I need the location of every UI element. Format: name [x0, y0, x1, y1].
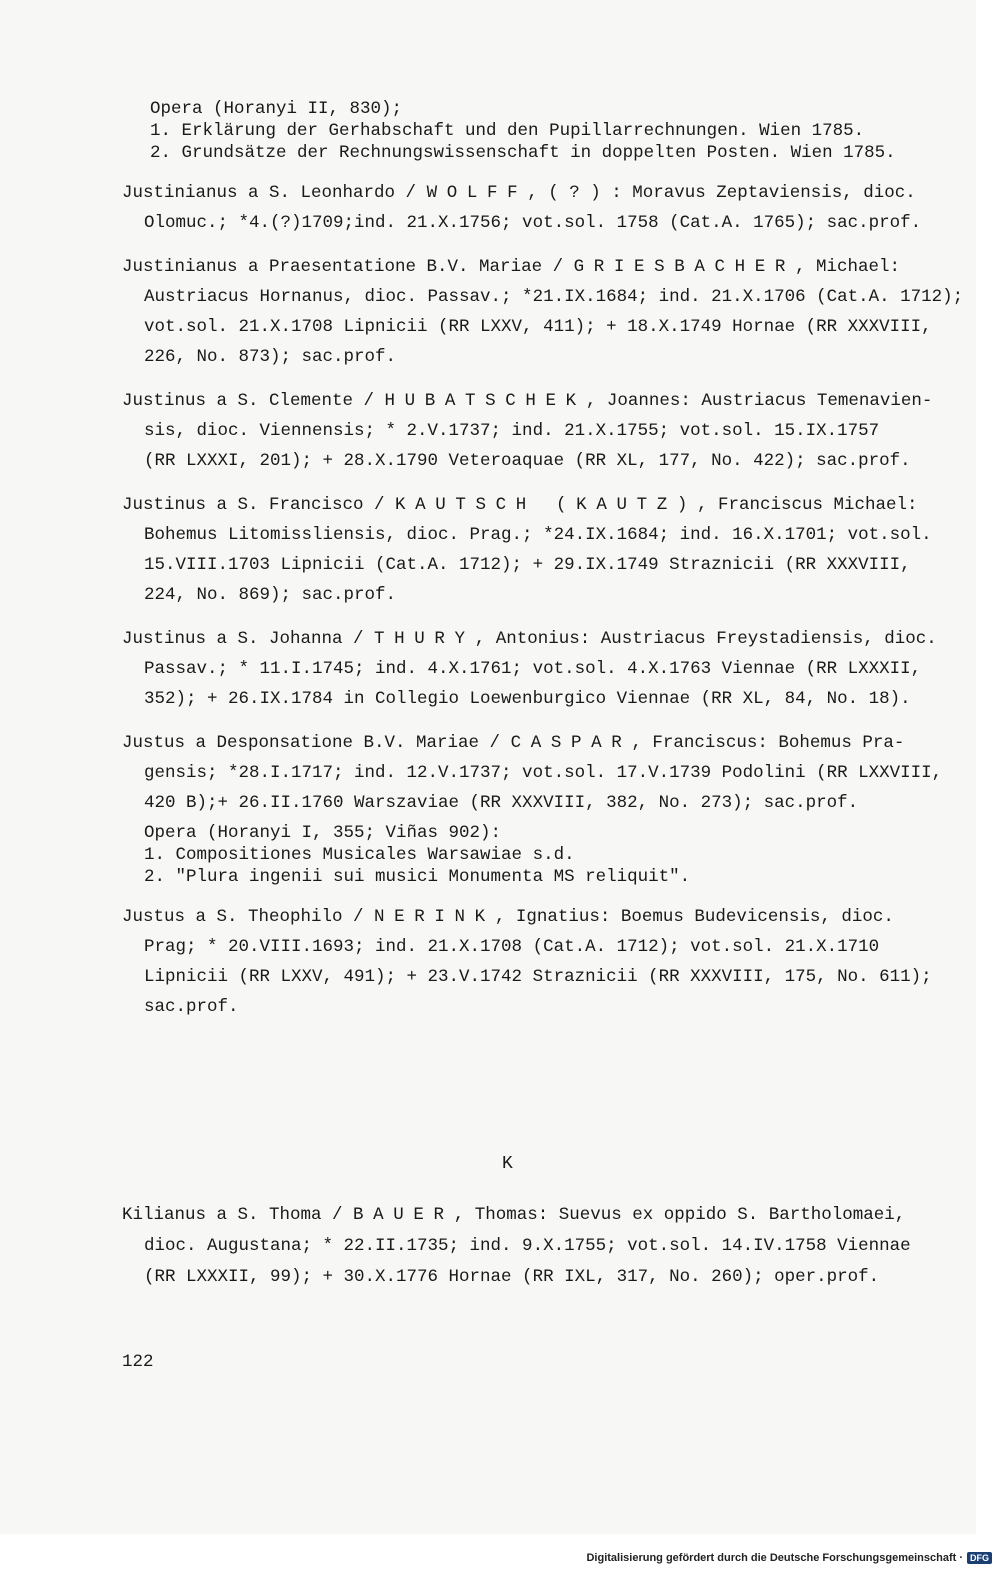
entry-line: [122, 550, 932, 580]
entry-text: Bohemus Litomissliensis, dioc. Prag.; *24.IX.1684; ind. 16.X.1701; vot.sol.: [144, 525, 932, 545]
entry-line: [122, 252, 932, 282]
entry-line: [122, 490, 932, 520]
section-letter: K: [502, 1154, 513, 1174]
entry-text: , ( ? ) : Moravus Zeptaviensis, dioc.: [527, 183, 916, 203]
entry-line: [122, 962, 932, 992]
opera-heading: Opera (Horanyi II, 830);: [150, 99, 403, 119]
entry-line: [122, 932, 932, 962]
entry-text: Olomuc.; *4.(?)1709;ind. 21.X.1756; vot.sol. 1758 (Cat.A. 1765); sac.prof.: [144, 213, 922, 233]
entry-text: 15.VIII.1703 Lipnicii (Cat.A. 1712); + 29.IX.1749 Straznicii (RR XXXVIII,: [144, 555, 911, 575]
entry-line: [122, 788, 932, 818]
entry: [122, 624, 937, 714]
entry-line: [122, 624, 937, 654]
opera-item: 1. Erklärung der Gerhabschaft und den Pupillarrechnungen. Wien 1785.: [150, 121, 865, 141]
surname: GRIESBACHER: [573, 257, 795, 277]
digitization-footer: [586, 1552, 992, 1564]
entry-text: Justinianus a S. Leonhardo /: [122, 183, 427, 203]
entry-text: dioc. Augustana; * 22.II.1735; ind. 9.X.1755; vot.sol. 14.IV.1758 Viennae: [144, 1236, 911, 1256]
entry-line: [122, 684, 932, 714]
entry-text: 224, No. 869); sac.prof.: [144, 585, 397, 605]
entry-text: (RR LXXXII, 99); + 30.X.1776 Hornae (RR IXL, 317, No. 260); oper.prof.: [144, 1267, 880, 1287]
entry-text: Justinianus a Praesentatione B.V. Mariae /: [122, 257, 574, 277]
entry: [122, 902, 932, 1022]
entry: [122, 386, 932, 476]
entry-text: Justinus a S. Johanna /: [122, 629, 375, 649]
entry-text: (RR LXXXI, 201); + 28.X.1790 Veteroaquae (RR XL, 177, No. 422); sac.prof.: [144, 451, 911, 471]
entry-line: [122, 758, 943, 788]
entry-line: [122, 520, 932, 550]
entry-text: Justinus a S. Clemente /: [122, 391, 385, 411]
entry: [122, 178, 932, 238]
entry-text: Justus a Desponsatione B.V. Mariae /: [122, 733, 511, 753]
entry-text: 226, No. 873); sac.prof.: [144, 347, 397, 367]
surname: KAUTSCH (KAUTZ): [395, 495, 697, 515]
entry-line: [122, 386, 932, 416]
entry-text: Prag; * 20.VIII.1693; ind. 21.X.1708 (Cat.A. 1712); vot.sol. 21.X.1710: [144, 937, 880, 957]
entry-line: [122, 580, 932, 610]
entry-text: vot.sol. 21.X.1708 Lipnicii (RR LXXV, 411); + 18.X.1749 Hornae (RR XXXVIII,: [144, 317, 932, 337]
surname: WOLFF: [426, 183, 528, 203]
entry: [122, 728, 943, 888]
entry-text: , Ignatius: Boemus Budevicensis, dioc.: [494, 907, 894, 927]
entry-line: [122, 416, 932, 446]
entry-text: Passav.; * 11.I.1745; ind. 4.X.1761; vot.sol. 4.X.1763 Viennae (RR LXXXII,: [144, 659, 922, 679]
entry-line: [122, 728, 932, 758]
entry-text: , Franciscus: Bohemus Pra-: [631, 733, 905, 753]
entry-text: , Joannes: Austriacus Temenavien-: [585, 391, 933, 411]
surname: NERINK: [374, 907, 495, 927]
entry-kilianus: [122, 1200, 942, 1293]
entry-line: [122, 1262, 942, 1293]
page-number: 122: [122, 1352, 154, 1372]
entry-line: [122, 446, 932, 476]
entry-line: [122, 342, 932, 372]
surname: HUBATSCHEK: [384, 391, 586, 411]
entry-text: 352); + 26.IX.1784 in Collegio Loewenburgico Viennae (RR XL, 84, No. 18).: [144, 689, 911, 709]
entry-line: [122, 282, 964, 312]
opera-item: 1. Compositiones Musicales Warsawiae s.d.: [144, 845, 575, 865]
entry-line: [122, 208, 932, 238]
entry-line: [122, 1200, 942, 1231]
entry-text: sis, dioc. Viennensis; * 2.V.1737; ind. 21.X.1755; vot.sol. 15.IX.1757: [144, 421, 880, 441]
entry-text: , Antonius: Austriacus Freystadiensis, dioc.: [474, 629, 937, 649]
entry-text: , Thomas: Suevus ex oppido S. Bartholomaei,: [453, 1205, 906, 1225]
opera-heading: Opera (Horanyi I, 355; Viñas 902):: [144, 823, 502, 843]
entry-text: 420 B);+ 26.II.1760 Warszaviae (RR XXXVIII, 382, No. 273); sac.prof.: [144, 793, 859, 813]
surname: THURY: [374, 629, 475, 649]
dfg-logo: DFG: [967, 1552, 992, 1564]
entry-text: Kilianus a S. Thoma /: [122, 1205, 354, 1225]
entry-text: Austriacus Hornanus, dioc. Passav.; *21.IX.1684; ind. 21.X.1706 (Cat.A. 1712);: [144, 287, 964, 307]
opera-item: 2. "Plura ingenii sui musici Monumenta MS reliquit".: [144, 867, 691, 887]
entry-line: [122, 1231, 942, 1262]
surname: BAUER: [353, 1205, 454, 1225]
entries-column: [122, 98, 964, 1022]
entry-line: [122, 992, 932, 1022]
entry-text: Justinus a S. Francisco /: [122, 495, 396, 515]
opera-list-top: [150, 98, 932, 164]
entry-text: gensis; *28.I.1717; ind. 12.V.1737; vot.sol. 17.V.1739 Podolini (RR LXXVIII,: [144, 763, 943, 783]
entry-text: , Franciscus Michael:: [696, 495, 918, 515]
footer-text: Digitalisierung gefördert durch die Deutsche Forschungsgemeinschaft ·: [586, 1552, 963, 1564]
entry-line: [122, 312, 932, 342]
entry-line: [122, 654, 932, 684]
entry-text: sac.prof.: [144, 997, 239, 1017]
opera-item: 2. Grundsätze der Rechnungswissenschaft in doppelten Posten. Wien 1785.: [150, 143, 896, 163]
entry-text: , Michael:: [794, 257, 901, 277]
opera-list: [144, 822, 932, 888]
entry: [122, 252, 964, 372]
entry-line: [122, 178, 932, 208]
entry-line: [122, 902, 932, 932]
entry-text: Justus a S. Theophilo /: [122, 907, 375, 927]
entry-text: Lipnicii (RR LXXV, 491); + 23.V.1742 Straznicii (RR XXXVIII, 175, No. 611);: [144, 967, 932, 987]
surname: CASPAR: [510, 733, 632, 753]
entry: [122, 490, 932, 610]
entries-list: [122, 178, 964, 1022]
